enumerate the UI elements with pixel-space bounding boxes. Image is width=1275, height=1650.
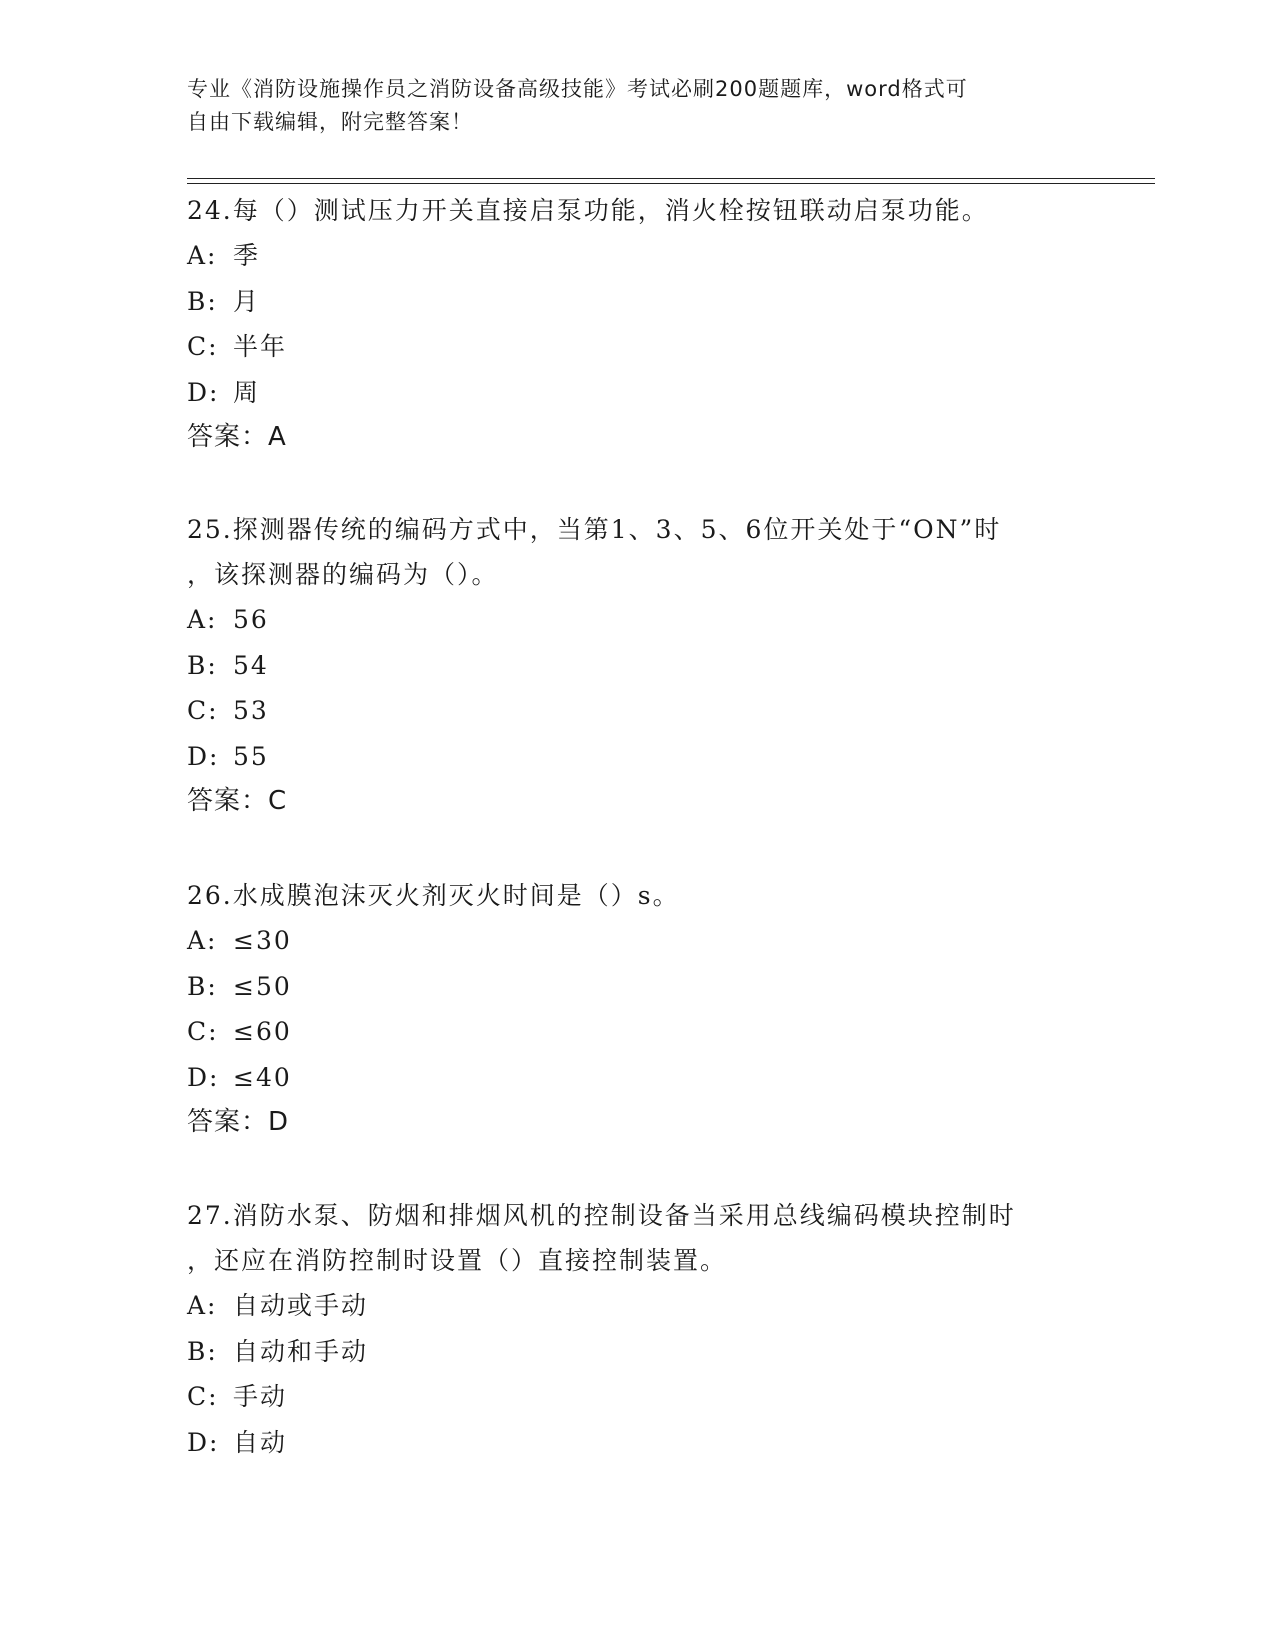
option-letter: D: [187, 741, 220, 771]
question-26 [187, 873, 1087, 1145]
option-letter: B: [187, 971, 218, 1001]
option-c [187, 324, 1087, 370]
question-text: 26.水成膜泡沫灭火剂灭火时间是（）s。 [187, 881, 680, 910]
option-a [187, 918, 1087, 964]
option-text: ≤30 [233, 926, 292, 955]
header-line-2: 自由下载编辑，附完整答案！ [187, 110, 473, 134]
option-letter: B: [187, 286, 218, 316]
option-text: 55 [233, 741, 269, 771]
option-b [187, 643, 1087, 689]
option-text: 自动 [233, 1427, 288, 1457]
option-a [187, 597, 1087, 643]
option-d [187, 370, 1087, 416]
option-text: 56 [233, 605, 269, 634]
option-c [187, 1009, 1087, 1055]
option-d [187, 734, 1087, 780]
option-letter: C: [187, 332, 219, 361]
option-text: 53 [233, 696, 269, 725]
option-letter: C: [187, 696, 219, 725]
header-divider-bottom [187, 183, 1155, 184]
option-letter: A: [187, 926, 218, 955]
answer-line: 答案：C [187, 786, 288, 816]
option-c [187, 688, 1087, 734]
question-27 [187, 1193, 1087, 1465]
option-text: 54 [233, 650, 269, 680]
option-b [187, 964, 1087, 1010]
option-d [187, 1420, 1087, 1466]
option-letter: C: [187, 1017, 219, 1046]
option-letter: C: [187, 1382, 219, 1411]
option-text: 半年 [233, 332, 288, 361]
answer-line: 答案：D [187, 1107, 290, 1137]
header-divider-top [187, 178, 1155, 179]
option-text: 周 [233, 377, 261, 407]
question-text-line-1: 27.消防水泵、防烟和排烟风机的控制设备当采用总线编码模块控制时 [187, 1201, 1016, 1230]
option-letter: D: [187, 377, 220, 407]
question-text: 24.每（）测试压力开关直接启泵功能，消火栓按钮联动启泵功能。 [187, 196, 989, 225]
question-25 [187, 507, 1087, 824]
option-text: ≤50 [233, 971, 292, 1001]
option-letter: B: [187, 1336, 218, 1366]
question-text-line-2: ，还应在消防控制时设置（）直接控制装置。 [187, 1246, 728, 1275]
option-text: ≤60 [233, 1017, 292, 1046]
option-letter: D: [187, 1062, 220, 1092]
option-letter: A: [187, 605, 218, 634]
option-b [187, 1329, 1087, 1375]
question-text-line-1: 25.探测器传统的编码方式中，当第1、3、5、6位开关处于“ON”时 [187, 515, 1002, 544]
option-letter: A: [187, 241, 218, 270]
option-text: ≤40 [233, 1062, 292, 1092]
header-line-1: 专业《消防设施操作员之消防设备高级技能》考试必刷200题题库，word格式可 [187, 77, 968, 101]
option-text: 自动和手动 [233, 1336, 369, 1366]
option-c [187, 1374, 1087, 1420]
option-b [187, 279, 1087, 325]
document-header [187, 73, 1077, 139]
option-letter: D: [187, 1427, 220, 1457]
option-letter: B: [187, 650, 218, 680]
option-a [187, 1283, 1087, 1329]
answer-line: 答案：A [187, 422, 287, 452]
question-24 [187, 188, 1087, 460]
option-text: 手动 [233, 1382, 288, 1411]
option-a [187, 233, 1087, 279]
option-d [187, 1055, 1087, 1101]
option-text: 季 [233, 241, 261, 270]
question-text-line-2: ，该探测器的编码为（）。 [187, 560, 499, 589]
option-text: 月 [233, 286, 261, 316]
option-letter: A: [187, 1291, 218, 1320]
option-text: 自动或手动 [233, 1291, 369, 1320]
